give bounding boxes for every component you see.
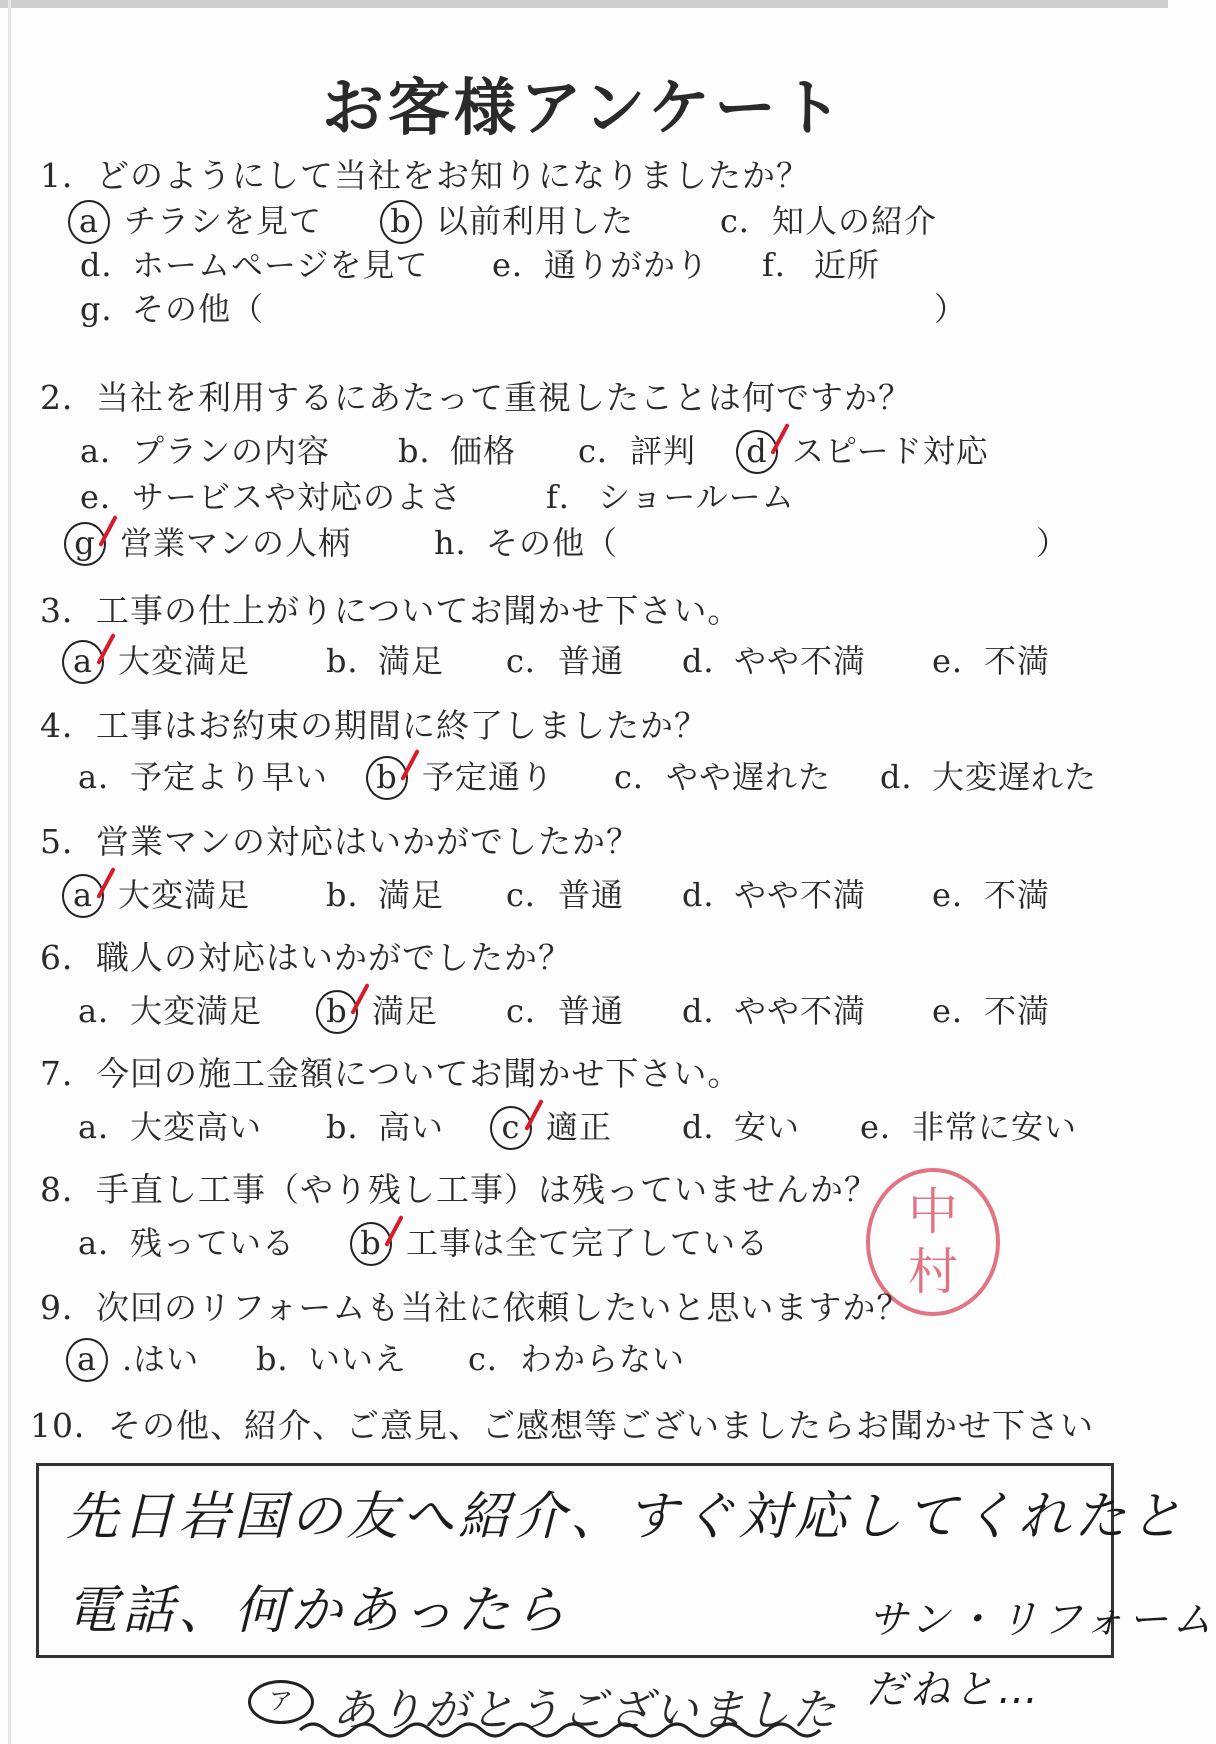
question-text: 手直し工事（やり残し工事）は残っていませんか？ xyxy=(96,1170,878,1209)
question-3 xyxy=(40,585,741,632)
q8-option-a[interactable]: a．残っている xyxy=(78,1224,296,1262)
q5-option-a[interactable]: a 大変満足 xyxy=(62,870,250,918)
question-number: 5． xyxy=(40,822,96,861)
question-number: 10． xyxy=(30,1406,108,1445)
q1-option-b[interactable]: b 以前利用した xyxy=(380,196,634,244)
question-number: 2． xyxy=(40,378,96,417)
q1-option-g[interactable]: g．その他（ xyxy=(80,290,265,328)
q2-option-h[interactable]: h．その他（ xyxy=(434,524,619,562)
q7-option-a[interactable]: a．大変高い xyxy=(78,1108,263,1146)
red-check-mark xyxy=(384,1215,403,1247)
question-text: 今回の施工金額についてお聞かせ下さい。 xyxy=(96,1054,742,1093)
q2-option-e[interactable]: e．サービスや対応のよさ xyxy=(80,478,463,516)
q4-option-a[interactable]: a．予定より早い xyxy=(78,758,329,796)
circled-choice: b xyxy=(366,756,408,800)
question-4 xyxy=(40,700,708,747)
question-9 xyxy=(40,1282,910,1329)
handwritten-comment-line-3: だねと… xyxy=(866,1667,1042,1713)
question-8 xyxy=(40,1164,878,1211)
q3-option-e[interactable]: e．不満 xyxy=(932,642,1051,680)
q5-option-d[interactable]: d．やや不満 xyxy=(682,876,867,914)
q1-option-e[interactable]: e．通りがかり xyxy=(492,246,710,284)
q9-option-c[interactable]: c．わからない xyxy=(468,1340,686,1378)
question-number: 3． xyxy=(40,591,96,630)
q2-option-a[interactable]: a．プランの内容 xyxy=(80,432,331,470)
red-check-mark xyxy=(96,633,115,665)
question-number: 9． xyxy=(40,1288,96,1327)
question-1 xyxy=(40,150,810,197)
handwritten-comment-line-2: 電話、何かあったら xyxy=(66,1581,570,1641)
name-seal-stamp: 中 村 xyxy=(866,1168,1000,1316)
question-7 xyxy=(40,1048,741,1095)
question-number: 6． xyxy=(40,938,96,977)
q2-option-b[interactable]: b．価格 xyxy=(398,432,517,470)
q3-option-b[interactable]: b．満足 xyxy=(326,642,445,680)
q7-option-c[interactable]: c 適正 xyxy=(490,1102,612,1150)
page-title: お客様アンケート xyxy=(321,71,847,144)
circled-choice: c xyxy=(490,1106,532,1150)
q9-option-b[interactable]: b．いいえ xyxy=(256,1340,408,1378)
circled-choice: d xyxy=(736,430,778,474)
question-text: その他、紹介、ご意見、ご感想等ございましたらお聞かせ下さい xyxy=(108,1406,1094,1445)
question-text: 次回のリフォームも当社に依頼したいと思いますか？ xyxy=(96,1288,911,1327)
question-text: 職人の対応はいかがでしたか？ xyxy=(96,938,572,977)
question-text: 工事はお約束の期間に終了しましたか？ xyxy=(96,706,708,745)
q6-option-a[interactable]: a．大変満足 xyxy=(78,992,263,1030)
handwritten-thank-you: ありがとうございました xyxy=(332,1685,838,1736)
question-5 xyxy=(40,816,640,863)
circled-choice: a xyxy=(62,640,104,684)
red-check-mark xyxy=(96,867,115,899)
q4-option-c[interactable]: c．やや遅れた xyxy=(614,758,832,796)
q6-option-c[interactable]: c．普通 xyxy=(506,992,625,1030)
red-check-mark xyxy=(524,1099,543,1131)
question-10 xyxy=(30,1400,1094,1447)
question-text: 当社を利用するにあたって重視したことは何ですか？ xyxy=(96,378,912,417)
question-6 xyxy=(40,932,572,979)
q1-other-close: ） xyxy=(934,290,968,328)
q5-option-c[interactable]: c．普通 xyxy=(506,876,625,914)
q2-option-g[interactable]: g 営業マンの人柄 xyxy=(64,518,351,566)
q7-option-d[interactable]: d．安い xyxy=(682,1108,801,1146)
q5-option-e[interactable]: e．不満 xyxy=(932,876,1051,914)
circled-choice: a xyxy=(66,1338,108,1382)
red-check-mark xyxy=(400,749,419,781)
red-check-mark xyxy=(770,423,789,455)
q3-option-d[interactable]: d．やや不満 xyxy=(682,642,867,680)
wavy-underline xyxy=(300,1718,820,1742)
q1-option-a[interactable]: a チラシを見て xyxy=(68,196,322,244)
q6-option-d[interactable]: d．やや不満 xyxy=(682,992,867,1030)
q5-option-b[interactable]: b．満足 xyxy=(326,876,445,914)
circled-choice: a xyxy=(68,200,110,244)
q9-option-a[interactable]: a .はい xyxy=(66,1334,199,1382)
question-number: 4． xyxy=(40,706,96,745)
q6-option-e[interactable]: e．不満 xyxy=(932,992,1051,1030)
q2-option-d[interactable]: d スピード対応 xyxy=(736,426,989,474)
circled-choice: b xyxy=(380,200,422,244)
question-text: どのようにして当社をお知りになりましたか？ xyxy=(96,156,810,195)
circled-choice: a xyxy=(62,874,104,918)
question-text: 工事の仕上がりについてお聞かせ下さい。 xyxy=(96,591,742,630)
q7-option-e[interactable]: e．非常に安い xyxy=(860,1108,1078,1146)
question-number: 8． xyxy=(40,1170,96,1209)
handwritten-comment-brand: サン・リフォーム xyxy=(868,1597,1216,1643)
handwritten-comment-line-1: 先日岩国の友へ紹介、すぐ対応してくれたと xyxy=(66,1487,1187,1547)
q4-option-d[interactable]: d．大変遅れた xyxy=(880,758,1098,796)
q3-option-c[interactable]: c．普通 xyxy=(506,642,625,680)
red-check-mark xyxy=(98,515,117,547)
q7-option-b[interactable]: b．高い xyxy=(326,1108,445,1146)
circled-choice: b xyxy=(350,1222,392,1266)
question-2 xyxy=(40,372,912,419)
q2-other-close: ） xyxy=(1036,524,1070,562)
circled-initial: ア xyxy=(248,1680,314,1724)
question-number: 7． xyxy=(40,1054,96,1093)
q2-option-f[interactable]: f． ショールーム xyxy=(546,478,795,516)
circled-choice: g xyxy=(64,522,106,566)
q4-option-b[interactable]: b 予定通り xyxy=(366,752,554,800)
q1-option-f[interactable]: f． 近所 xyxy=(762,246,881,284)
left-border xyxy=(8,0,11,1744)
question-number: 1． xyxy=(40,156,96,195)
top-border xyxy=(0,0,1168,8)
q3-option-a[interactable]: a 大変満足 xyxy=(62,636,250,684)
q1-option-d[interactable]: d．ホームページを見て xyxy=(80,246,429,284)
red-check-mark xyxy=(350,983,369,1015)
q8-option-b[interactable]: b 工事は全て完了している xyxy=(350,1218,769,1266)
circled-choice: b xyxy=(316,990,358,1034)
question-text: 営業マンの対応はいかがでしたか？ xyxy=(96,822,640,861)
q1-option-c[interactable]: c．知人の紹介 xyxy=(720,202,938,240)
q6-option-b[interactable]: b 満足 xyxy=(316,986,438,1034)
q2-option-c[interactable]: c．評判 xyxy=(578,432,697,470)
